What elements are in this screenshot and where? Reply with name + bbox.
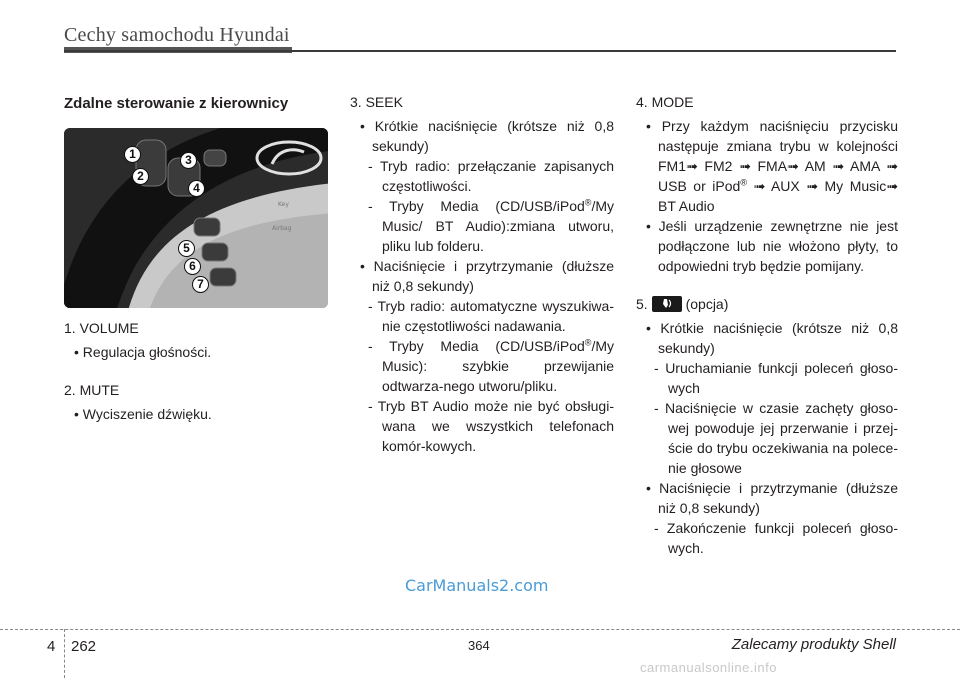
callout-6: 6 [184, 258, 201, 275]
callout-2: 2 [132, 168, 149, 185]
seek-media-short: - Tryby Media (CD/USB/iPod®/My Music/ BT Audio):zmiana utworu, pliku lub folderu. [368, 197, 614, 254]
mode-heading: 4. MODE [636, 94, 694, 110]
svg-text:Airbag: Airbag [272, 225, 292, 232]
svg-text:Key: Key [278, 201, 289, 208]
watermark: CarManuals2.com [405, 576, 549, 595]
seek-bullet-short: • Krótkie naciśnięcie (krótsze niż 0,8 sekundy) [360, 118, 614, 154]
seek-media-long: - Tryby Media (CD/USB/iPod®/My Music): szybkie przewijanie odtwarza-nego utworu/pliku. [368, 337, 614, 394]
voice-start: - Uruchamianie funkcji poleceń głoso-wych [654, 360, 898, 396]
header-rule [64, 50, 896, 52]
voice-bullet-long: • Naciśnięcie i przytrzymanie (dłuższe niż 0,8 sekundy) [646, 480, 898, 516]
seek-bt-note: - Tryb BT Audio może nie być obsługi-wana we wszystkich telefonach komór-kowych. [368, 398, 614, 454]
voice-interrupt: - Naciśnięcie w czasie zachęty głoso-wej powoduje jej przerwanie i przej-ście do trybu oczekiwania na polece-nie głosowe [654, 400, 898, 476]
steering-wheel-photo [64, 128, 328, 308]
callout-3: 3 [180, 152, 197, 169]
volume-heading: 1. VOLUME [64, 320, 139, 336]
mode-bullet-sequence: • Przy każdym naciśnięciu przycisku następuje zmiana trybu w kolejności FM1➟ FM2 ➟ FMA➟ AM ➟ AMA ➟ USB or iPod® ➟ AUX ➟ My Music➟ BT Audio [646, 118, 898, 214]
section-title: Zdalne sterowanie z kierownicy [64, 95, 289, 112]
footer-center-number: 364 [468, 638, 490, 653]
seek-heading: 3. SEEK [350, 94, 403, 110]
mute-heading: 2. MUTE [64, 382, 120, 398]
footer-slogan: Zalecamy produkty Shell [731, 636, 896, 653]
voice-end: - Zakończenie funkcji poleceń głoso-wych. [654, 520, 898, 556]
footer-watermark: carmanualsonline.info [640, 660, 777, 675]
voice-bullet-short: • Krótkie naciśnięcie (krótsze niż 0,8 sekundy) [646, 320, 898, 356]
voice-command-icon [652, 296, 682, 312]
callout-7: 7 [192, 276, 209, 293]
mute-bullet: • Wyciszenie dźwięku. [74, 406, 212, 422]
footer-rule [0, 629, 960, 630]
page-number: 262 [71, 638, 97, 655]
mode-bullet-skip: • Jeśli urządzenie zewnętrzne nie jest podłączone lub nie włożono płyty, to odpowiedni tryb będzie pomijany. [646, 218, 898, 274]
column-3 [636, 92, 898, 558]
callout-1: 1 [124, 146, 141, 163]
seek-radio-long: - Tryb radio: automatyczne wyszukiwa-nie częstotliwości nadawania. [368, 298, 614, 334]
footer-divider [64, 629, 65, 678]
seek-bullet-long: • Naciśnięcie i przytrzymanie (dłuższe niż 0,8 sekundy) [360, 258, 614, 294]
callout-4: 4 [188, 180, 205, 197]
column-2 [350, 92, 614, 456]
column-1 [64, 92, 328, 424]
chapter-number: 4 [47, 638, 56, 655]
voice-heading: 5. (opcja) [636, 296, 729, 312]
seek-radio-short: - Tryb radio: przełączanie zapisanych częstotliwości. [368, 158, 614, 194]
page-header-title: Cechy samochodu Hyundai [64, 24, 290, 46]
volume-bullet: • Regulacja głośności. [74, 344, 212, 360]
callout-5: 5 [178, 240, 195, 257]
